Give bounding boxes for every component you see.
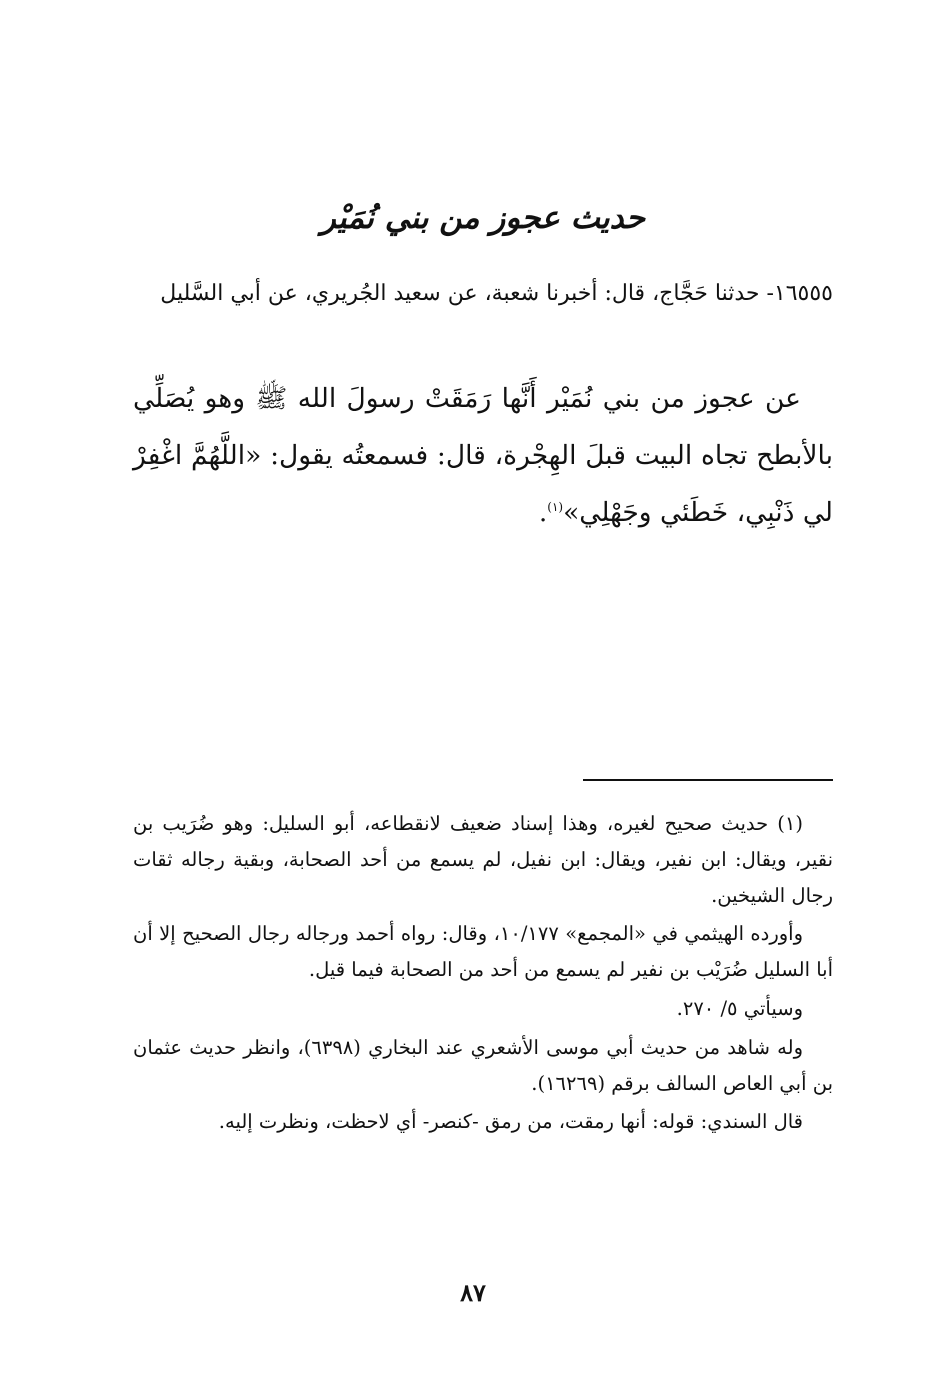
hadith-isnad: ١٦٥٥٥- حدثنا حَجَّاج، قال: أخبرنا شعبة، عن سعيد الجُريري، عن أبي السَّليل — [160, 281, 833, 306]
footnote-paragraph: وسيأتي ٥/ ٢٧٠. — [676, 996, 803, 1020]
footnote-reference: (١) — [547, 500, 564, 515]
matn-text: عن عجوز من بني نُمَيْر أَنَّها رَمَقَتْ رسولَ الله ﷺ وهو يُصَلِّي بالأبطح تجاه البيت قبلَ الهِجْرة، قال: فسمعتُه يقول: «اللَّهُمَّ اغْفِرْ لي ذَنْبِي، خَطَئي وجَهْلِي» — [133, 383, 833, 528]
matn-end-mark: . — [538, 497, 548, 528]
footnote-paragraph: وله شاهد من حديث أبي موسى الأشعري عند البخاري (٦٣٩٨)، وانظر حديث عثمان بن أبي العاص السالف برقم (١٦٢٦٩). — [133, 1035, 833, 1095]
page-number: ٨٧ — [460, 1278, 486, 1307]
footnote-paragraph: (١) حديث صحيح لغيره، وهذا إسناد ضعيف لانقطاعه، أبو السليل: وهو ضُرَيب بن نقير، ويقال: ابن نفير، ويقال: ابن نفيل، لم يسمع من أحد الصحابة، وبقية رجاله ثقات رجال الشيخين. — [133, 812, 833, 907]
hadith-matn — [133, 370, 833, 541]
footnotes-block — [133, 806, 833, 1143]
footnote-paragraph: وأورده الهيثمي في «المجمع» ١٠/١٧٧، وقال: رواه أحمد ورجاله رجال الصحيح إلا أن أبا السليل ضُرَيْب بن نفير لم يسمع من أحد من الصحابة فيما قيل. — [133, 922, 833, 982]
footnote-paragraph: قال السندي: قوله: أنها رمقت، من رمق -كنصر- أي لاحظت، ونظرت إليه. — [218, 1110, 803, 1134]
footnote-divider — [583, 779, 833, 781]
hadith-section-title: حديث عجوز من بني نُمَيْر — [320, 200, 646, 236]
